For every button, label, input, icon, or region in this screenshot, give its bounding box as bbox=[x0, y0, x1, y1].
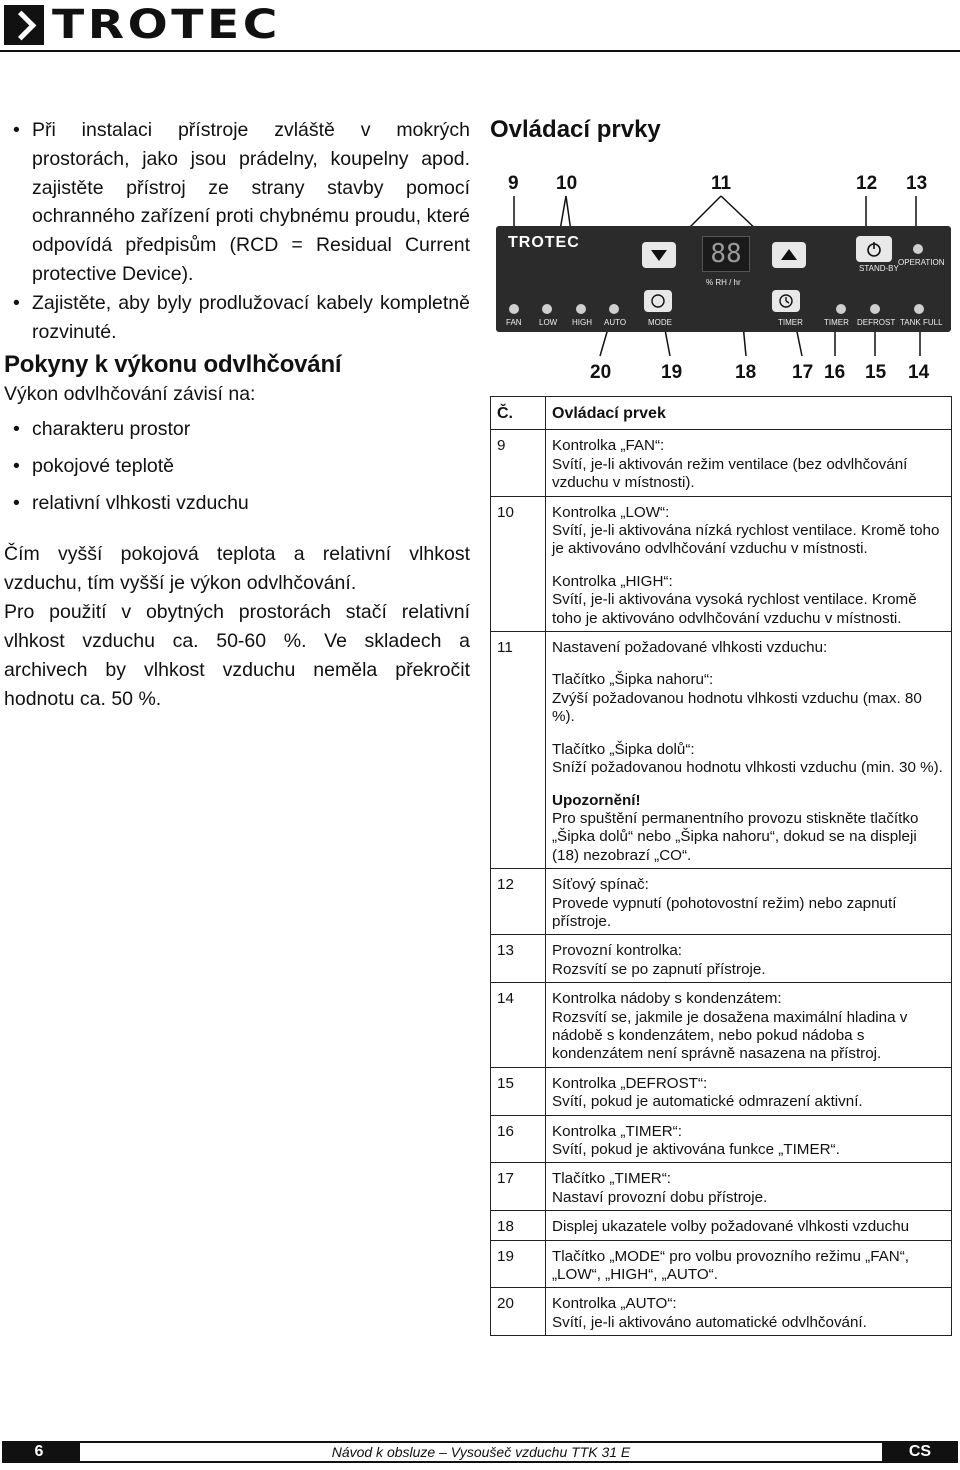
section-intro: Výkon odvlhčování závisí na: bbox=[4, 383, 256, 405]
description-block bbox=[552, 1075, 947, 1112]
item-text: Nastaví provozní dobu přístroje. bbox=[552, 1188, 768, 1206]
auto-led bbox=[609, 304, 619, 314]
panel-brand: TROTEC bbox=[508, 234, 580, 251]
row-number: 15 bbox=[491, 1067, 546, 1115]
callout-number: 13 bbox=[906, 173, 928, 194]
row-description bbox=[546, 430, 952, 496]
item-label: Tlačítko „TIMER“: bbox=[552, 1170, 671, 1188]
description-block bbox=[552, 1295, 947, 1332]
table-row bbox=[491, 1163, 952, 1211]
factor-item: • pokojové teplotě bbox=[4, 452, 470, 481]
arrow-down-icon bbox=[642, 242, 676, 268]
warning-block bbox=[552, 792, 947, 866]
description-block bbox=[552, 741, 947, 778]
clock-icon bbox=[772, 290, 800, 312]
table-row bbox=[491, 935, 952, 983]
row-number: 19 bbox=[491, 1240, 546, 1288]
table-row bbox=[491, 1288, 952, 1336]
paragraph-performance: Čím vyšší pokojová teplota a relativní vlhkost vzduchu, tím vyšší je výkon odvlhčování. bbox=[4, 543, 470, 594]
controls-table bbox=[490, 396, 952, 1336]
tank-full-led bbox=[914, 304, 924, 314]
panel-label: DEFROST bbox=[857, 318, 896, 327]
item-text: Svítí, je-li aktivována nízká rychlost ventilace. Kromě toho je aktivováno odvlhčování vzduchu v místnosti. bbox=[552, 522, 940, 558]
item-label: Displej ukazatele volby požadované vlhkosti vzduchu bbox=[552, 1218, 910, 1236]
panel-label: TIMER bbox=[824, 318, 849, 327]
description-block bbox=[552, 1218, 947, 1236]
description-block bbox=[552, 876, 947, 931]
display-unit: % RH / hr bbox=[706, 278, 741, 287]
bullet-extension-cables: • Zajistěte, aby byly prodlužovací kabely kompletně rozvinuté. bbox=[4, 289, 470, 347]
panel-label: MODE bbox=[648, 318, 672, 327]
controls-title: Ovládací prvky bbox=[490, 116, 661, 143]
item-label: Kontrolka „TIMER“: bbox=[552, 1122, 682, 1140]
item-label: Tlačítko „MODE“ pro volbu provozního režimu „FAN“, „LOW“, „HIGH“, „AUTO“. bbox=[552, 1247, 910, 1284]
warning-title: Upozornění! bbox=[552, 791, 641, 809]
fan-led bbox=[509, 304, 519, 314]
control-panel-illustration bbox=[496, 226, 951, 332]
table-row bbox=[491, 430, 952, 496]
item-label: Kontrolka „DEFROST“: bbox=[552, 1074, 708, 1092]
table-row bbox=[491, 1211, 952, 1240]
factor-item: • relativní vlhkosti vzduchu bbox=[4, 489, 470, 518]
row-number: 14 bbox=[491, 983, 546, 1068]
row-description bbox=[546, 1067, 952, 1115]
section-heading: Pokyny k výkonu odvlhčování bbox=[4, 351, 342, 378]
row-description bbox=[546, 1163, 952, 1211]
table-row bbox=[491, 1240, 952, 1288]
item-text: Rozsvítí se, jakmile je dosažena maximální hladina v nádobě s kondenzátem, nebo pokud nádoba s kondenzátem není správně nasazena na přístroj. bbox=[552, 1008, 908, 1063]
row-number: 20 bbox=[491, 1288, 546, 1336]
row-number: 17 bbox=[491, 1163, 546, 1211]
row-number: 10 bbox=[491, 496, 546, 631]
callout-number: 18 bbox=[735, 362, 757, 383]
callout-number: 14 bbox=[908, 362, 930, 383]
arrow-up-button bbox=[772, 242, 806, 268]
row-description bbox=[546, 1288, 952, 1336]
arrow-down-button bbox=[642, 242, 676, 268]
paragraph-recommended-humidity: Pro použití v obytných prostorách stačí relativní vlhkost vzduchu ca. 50-60 %. Ve skladech a archivech by vlhkost vzduchu neměla překročit hodnotu ca. 50 %. bbox=[4, 601, 470, 710]
description-block bbox=[552, 671, 947, 726]
col-header-number: Č. bbox=[491, 397, 546, 430]
description-block bbox=[552, 1123, 947, 1160]
row-number: 16 bbox=[491, 1115, 546, 1163]
item-label: Nastavení požadované vlhkosti vzduchu: bbox=[552, 639, 828, 657]
header-rule bbox=[0, 50, 960, 52]
bullet-rcd: • Při instalaci přístroje zvláště v mokrých prostorách, jako jsou prádelny, koupelny apod. zajistěte přístroj ze strany stavby pomocí ochranného zařízení proti chybnému proudu, které odpovídá předpisům (RCD = Residual Current protective Device). bbox=[4, 116, 470, 289]
item-text: Rozsvítí se po zapnutí přístroje. bbox=[552, 960, 766, 978]
item-label: Provozní kontrolka: bbox=[552, 942, 682, 960]
trotec-logo bbox=[4, 2, 281, 48]
dehumidification-section bbox=[4, 350, 470, 714]
table-row bbox=[491, 1115, 952, 1163]
panel-label: FAN bbox=[506, 318, 522, 327]
panel-label: AUTO bbox=[604, 318, 627, 327]
callout-number: 9 bbox=[508, 173, 519, 194]
page-number: 6 bbox=[34, 1443, 44, 1460]
callout-number: 10 bbox=[556, 173, 578, 194]
callout-number: 19 bbox=[661, 362, 683, 383]
table-row bbox=[491, 983, 952, 1068]
item-text: Svítí, pokud je aktivována funkce „TIMER“. bbox=[552, 1141, 840, 1158]
description-block bbox=[552, 1248, 947, 1285]
item-label: Kontrolka „LOW“: bbox=[552, 503, 670, 521]
high-led bbox=[576, 304, 586, 314]
chevron-icon bbox=[4, 5, 44, 45]
row-description bbox=[546, 1115, 952, 1163]
panel-label: TANK FULL bbox=[900, 318, 943, 327]
description-block bbox=[552, 1170, 947, 1207]
row-description bbox=[546, 935, 952, 983]
row-number: 9 bbox=[491, 430, 546, 496]
table-row bbox=[491, 496, 952, 631]
row-description bbox=[546, 983, 952, 1068]
timer-button bbox=[772, 290, 800, 312]
item-text: Zvýší požadovanou hodnotu vlhkosti vzduchu (max. 80 %). bbox=[552, 689, 922, 726]
row-description bbox=[546, 1211, 952, 1240]
table-header-row bbox=[491, 397, 952, 430]
language-code: CS bbox=[908, 1443, 932, 1460]
humidity-display: 88 bbox=[702, 236, 750, 272]
panel-label: HIGH bbox=[572, 318, 592, 327]
callout-number: 15 bbox=[865, 362, 887, 383]
item-label: Kontrolka nádoby s kondenzátem: bbox=[552, 990, 782, 1008]
installation-notes bbox=[4, 116, 470, 346]
arrow-up-icon bbox=[772, 242, 806, 268]
row-description bbox=[546, 869, 952, 935]
standby-label: STAND-BY bbox=[859, 264, 899, 273]
item-text: Svítí, je-li aktivováno automatické odvlhčování. bbox=[552, 1313, 867, 1331]
item-text: Provede vypnutí (pohotovostní režim) nebo zapnutí přístroje. bbox=[552, 894, 897, 930]
item-label: Kontrolka „AUTO“: bbox=[552, 1295, 677, 1313]
table-row bbox=[491, 1067, 952, 1115]
col-header-item: Ovládací prvek bbox=[546, 397, 952, 430]
item-label: Tlačítko „Šipka dolů“: bbox=[552, 740, 695, 758]
table-row bbox=[491, 869, 952, 935]
item-label: Kontrolka „FAN“: bbox=[552, 437, 665, 455]
timer-led bbox=[836, 304, 846, 314]
description-block bbox=[552, 942, 947, 979]
callout-number: 11 bbox=[711, 173, 732, 194]
cycle-icon bbox=[644, 290, 672, 312]
operation-led bbox=[913, 244, 923, 254]
row-description bbox=[546, 632, 952, 869]
power-button bbox=[856, 236, 892, 262]
panel-label: LOW bbox=[539, 318, 558, 327]
item-text: Svítí, je-li aktivován režim ventilace (bez odvlhčování vzduchu v místnosti). bbox=[552, 455, 908, 492]
item-text: Svítí, je-li aktivována vysoká rychlost ventilace. Kromě toho je aktivováno odvlhčování vzduchu v místnosti. bbox=[552, 591, 917, 627]
row-description bbox=[546, 496, 952, 631]
callout-number: 17 bbox=[792, 362, 814, 383]
panel-label: TIMER bbox=[778, 318, 803, 327]
row-number: 12 bbox=[491, 869, 546, 935]
item-label: Tlačítko „Šipka nahoru“: bbox=[552, 671, 714, 689]
callout-number: 12 bbox=[856, 173, 878, 194]
item-text: Svítí, pokud je automatické odmrazení aktivní. bbox=[552, 1093, 863, 1111]
table-body bbox=[491, 430, 952, 1336]
factor-item: • charakteru prostor bbox=[4, 415, 470, 444]
callout-number: 20 bbox=[590, 362, 612, 383]
row-number: 18 bbox=[491, 1211, 546, 1240]
defrost-led bbox=[870, 304, 880, 314]
description-block bbox=[552, 990, 947, 1064]
footer-title: Návod k obsluze – Vysoušeč vzduchu TTK 31 E bbox=[80, 1443, 882, 1461]
item-label: Síťový spínač: bbox=[552, 876, 649, 894]
description-block bbox=[552, 437, 947, 492]
item-text: Sníží požadovanou hodnotu vlhkosti vzduchu (min. 30 %). bbox=[552, 759, 943, 777]
item-label: Kontrolka „HIGH“: bbox=[552, 572, 673, 590]
low-led bbox=[542, 304, 552, 314]
row-number: 11 bbox=[491, 632, 546, 869]
callout-number: 16 bbox=[824, 362, 846, 383]
row-description bbox=[546, 1240, 952, 1288]
operation-label: OPERATION bbox=[898, 258, 945, 267]
power-icon bbox=[856, 236, 892, 262]
mode-button bbox=[644, 290, 672, 312]
description-block bbox=[552, 639, 947, 657]
description-block bbox=[552, 573, 947, 628]
description-block bbox=[552, 504, 947, 559]
brand-name: TROTEC bbox=[52, 2, 281, 48]
page-footer bbox=[2, 1441, 958, 1463]
row-number: 13 bbox=[491, 935, 546, 983]
table-row bbox=[491, 632, 952, 869]
warning-text: Pro spuštění permanentního provozu stiskněte tlačítko „Šipka dolů“ nebo „Šipka nahoru“, dokud se na displeji (18) nezobrazí „CO“. bbox=[552, 809, 919, 864]
